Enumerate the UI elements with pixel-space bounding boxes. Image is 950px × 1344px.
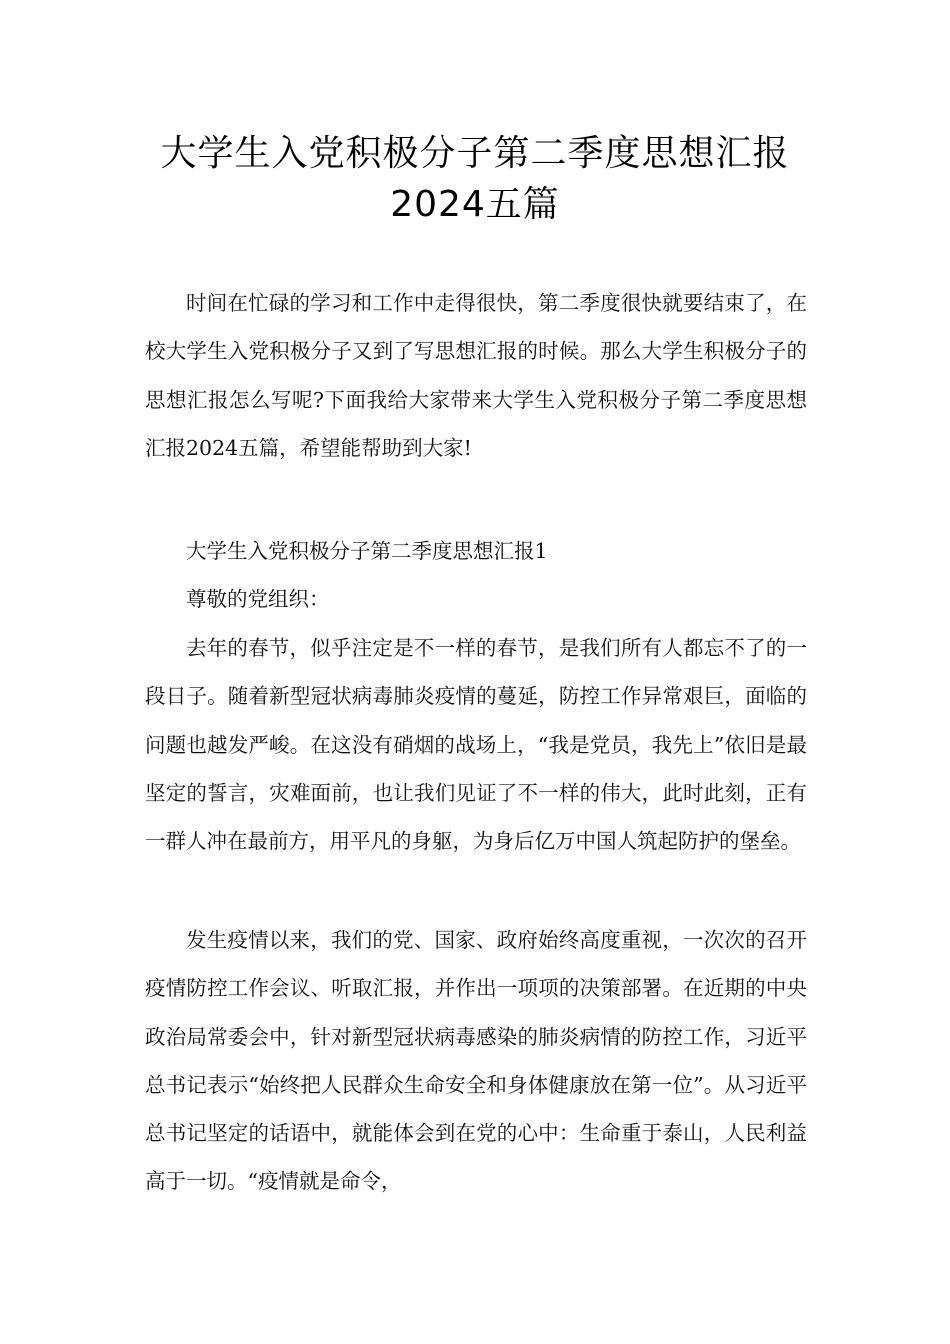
body-paragraph-1: 去年的春节，似乎注定是不一样的春节，是我们所有人都忘不了的一段日子。随着新型冠状病毒肺炎疫情的蔓延，防控工作异常艰巨，面临的问题也越发严峻。在这没有硝烟的战场上，“我是党员，我先上”依旧是最坚定的誓言，灾难面前，也让我们见证了不一样的伟大，此时此刻，正有一群人冲在最前方，用平凡的身躯，为身后亿万中国人筑起防护的堡垒。 — [145, 636, 807, 854]
salutation: 尊敬的党组织： — [186, 587, 330, 611]
body-paragraph-2: 发生疫情以来，我们的党、国家、政府始终高度重视，一次次的召开疫情防控工作会议、听取汇报，并作出一项项的决策部署。在近期的中央政治局常委会中，针对新型冠状病毒感染的肺炎病情的防控工作，习近平总书记表示“始终把人民群众生命安全和身体健康放在第一位”。从习近平总书记坚定的话语中，就能体会到在党的心中：生命重于泰山，人民利益高于一切。“疫情就是命令， — [145, 928, 807, 1194]
document-title-line1: 大学生入党积极分子第二季度思想汇报 — [160, 133, 790, 174]
document-title-line2: 2024五篇 — [390, 184, 560, 225]
section-title: 大学生入党积极分子第二季度思想汇报1 — [186, 539, 548, 563]
intro-paragraph: 时间在忙碌的学习和工作中走得很快，第二季度很快就要结束了，在校大学生入党积极分子又到了写思想汇报的时候。那么大学生积极分子的思想汇报怎么写呢?下面我给大家带来大学生入党积极分子第二季度思想汇报2024五篇，希望能帮助到大家! — [145, 291, 807, 460]
